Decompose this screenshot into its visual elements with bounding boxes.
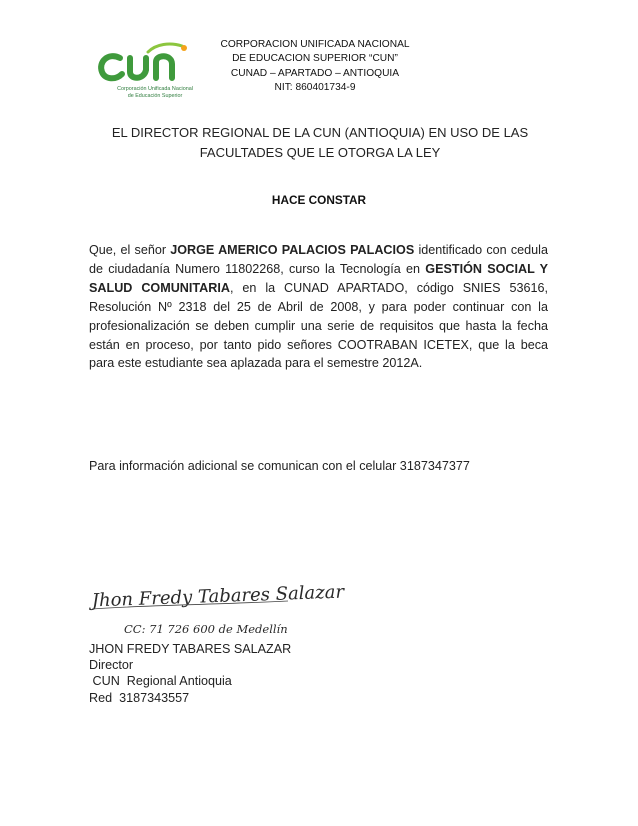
signer-block bbox=[89, 641, 291, 706]
institution-header bbox=[210, 38, 420, 96]
certification-body bbox=[89, 241, 548, 373]
document-title: HACE CONSTAR bbox=[271, 193, 367, 207]
logo-subtitle-line2: de Educación Superior bbox=[127, 92, 183, 99]
body-part-3: , en la CUNAD APARTADO, código SNIES 53616, Resolución Nº 2318 del 25 de Abril de 2008, y para poder continuar con la profesionalización se deben cumplir una serie de requisitos que hasta la fecha están en proceso, por tanto pido señores COOTRABAN ICETEX, que la beca para este estudiante sea aplazada para el semestre 2012A. bbox=[89, 280, 548, 371]
header-line-1: CORPORACION UNIFICADA NACIONAL bbox=[220, 39, 410, 50]
logo-subtitle-line1: Corporación Unificada Nacional bbox=[117, 86, 193, 92]
signer-office: CUN Regional Antioquia bbox=[89, 674, 232, 689]
cun-logo-mark bbox=[90, 40, 210, 88]
student-name: JORGE AMERICO PALACIOS PALACIOS bbox=[170, 243, 415, 257]
signer-role: Director bbox=[89, 658, 134, 673]
svg-text:CC: 71 726 600 de Medellín: CC: 71 726 600 de Medellín bbox=[124, 622, 288, 636]
header-line-2: DE EDUCACION SUPERIOR “CUN” bbox=[232, 53, 398, 65]
signer-phone: Red 3187343557 bbox=[89, 690, 190, 705]
contact-info: Para información adicional se comunican con el celular 3187347377 bbox=[89, 459, 470, 473]
body-part-2: identificado con cedula de ciudadanía Numero 11802268, curso la Tecnología en bbox=[89, 243, 548, 276]
svg-text:Jhon Fredy Tabares Salazar: Jhon Fredy Tabares Salazar bbox=[91, 581, 345, 612]
program-name: GESTIÓN SOCIAL Y SALUD COMUNITARIA bbox=[89, 261, 548, 295]
header-line-4: NIT: 860401734-9 bbox=[274, 82, 356, 94]
logo-subtitle bbox=[100, 86, 210, 99]
body-part-1: Que, el señor bbox=[89, 243, 171, 257]
cun-logo bbox=[90, 40, 210, 110]
handwritten-signature bbox=[88, 575, 345, 641]
intro-statement: EL DIRECTOR REGIONAL DE LA CUN (ANTIOQUIA) EN USO DE LAS FACULTADES QUE LE OTORGA LA LEY bbox=[111, 125, 529, 160]
signer-name: JHON FREDY TABARES SALAZAR bbox=[89, 642, 292, 656]
header-line-3: CUNAD – APARTADO – ANTIOQUIA bbox=[230, 67, 400, 79]
